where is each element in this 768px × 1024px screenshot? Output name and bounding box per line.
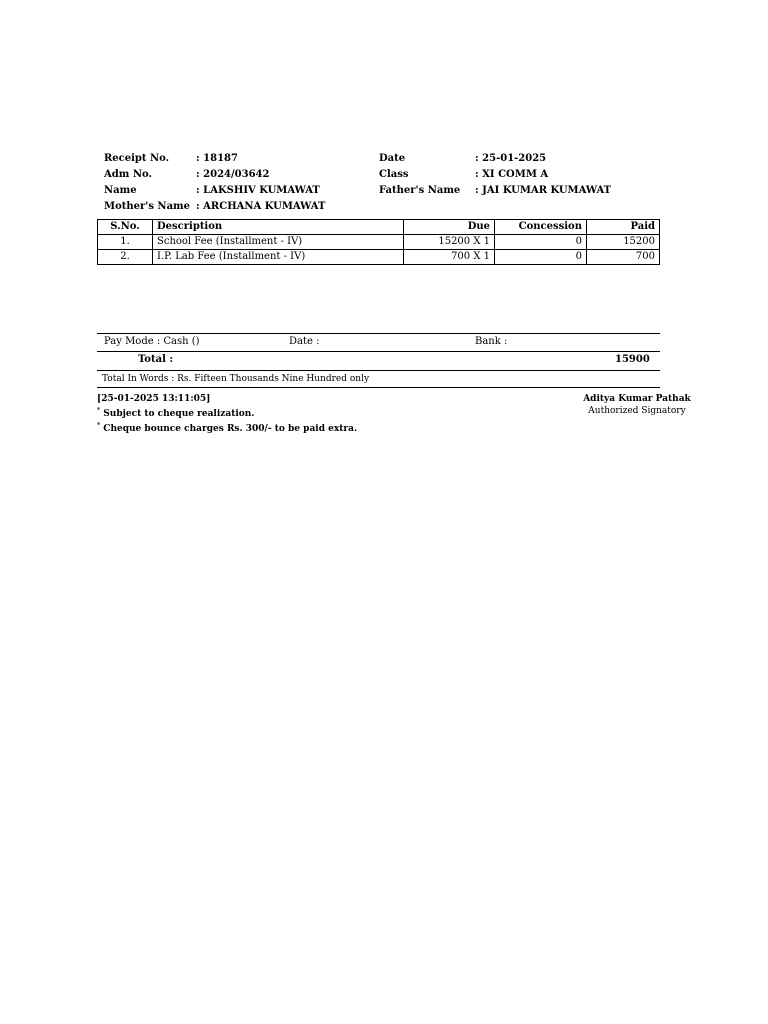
name-label: Name: [104, 185, 137, 196]
divider-top: [97, 333, 660, 334]
note-cheque-realization: * Subject to cheque realization.: [97, 407, 255, 419]
total-label: Total :: [138, 354, 174, 365]
cell-paid: 700: [587, 250, 660, 265]
table-row: [98, 250, 660, 265]
footer-notes: [97, 393, 357, 435]
father-name-value: : JAI KUMAR KUMAWAT: [475, 185, 612, 196]
cell-sno: 2.: [98, 250, 153, 265]
mother-name-value: : ARCHANA KUMAWAT: [196, 201, 326, 212]
note-cheque-bounce: * Cheque bounce charges Rs. 300/- to be paid extra.: [97, 422, 358, 434]
signatory-block: [570, 393, 704, 417]
cell-description: I.P. Lab Fee (Installment - IV): [153, 250, 404, 265]
signatory-title: Authorized Signatory: [588, 406, 686, 416]
header-paid: Paid: [587, 220, 660, 235]
divider-total-bottom: [97, 370, 660, 371]
cell-paid: 15200: [587, 235, 660, 250]
cell-sno: 1.: [98, 235, 153, 250]
table-row: [98, 235, 660, 250]
cell-concession: 0: [495, 235, 587, 250]
pay-date: Date :: [289, 336, 320, 347]
cell-due: 15200 X 1: [404, 235, 495, 250]
receipt-no-label: Receipt No.: [104, 153, 170, 164]
note-text: Cheque bounce charges Rs. 300/- to be paid extra.: [103, 424, 358, 434]
date-label: Date: [379, 153, 406, 164]
header-sno: S.No.: [98, 220, 153, 235]
signatory-name: Aditya Kumar Pathak: [583, 394, 691, 404]
fee-table: [97, 219, 660, 265]
mother-name-label: Mother's Name: [104, 201, 190, 212]
note-text: Subject to cheque realization.: [103, 409, 255, 419]
header-description: Description: [153, 220, 404, 235]
date-value: : 25-01-2025: [475, 153, 547, 164]
divider-bottom: [97, 387, 660, 388]
father-name-label: Father's Name: [379, 185, 461, 196]
divider-total-top: [97, 351, 660, 352]
class-value: : XI COMM A: [475, 169, 549, 180]
cell-concession: 0: [495, 250, 587, 265]
adm-no-label: Adm No.: [104, 169, 152, 180]
total-in-words: Total In Words : Rs. Fifteen Thousands Nine Hundred only: [102, 374, 370, 384]
receipt-no-value: : 18187: [196, 153, 238, 164]
print-timestamp: [25-01-2025 13:11:05]: [97, 394, 211, 404]
pay-bank: Bank :: [475, 336, 508, 347]
total-value: 15900: [615, 354, 650, 365]
cell-due: 700 X 1: [404, 250, 495, 265]
adm-no-value: : 2024/03642: [196, 169, 270, 180]
pay-mode: Pay Mode : Cash (): [104, 336, 200, 347]
fee-table-header: [98, 220, 660, 235]
cell-description: School Fee (Installment - IV): [153, 235, 404, 250]
class-label: Class: [379, 169, 409, 180]
name-value: : LAKSHIV KUMAWAT: [196, 185, 320, 196]
header-concession: Concession: [495, 220, 587, 235]
header-due: Due: [404, 220, 495, 235]
